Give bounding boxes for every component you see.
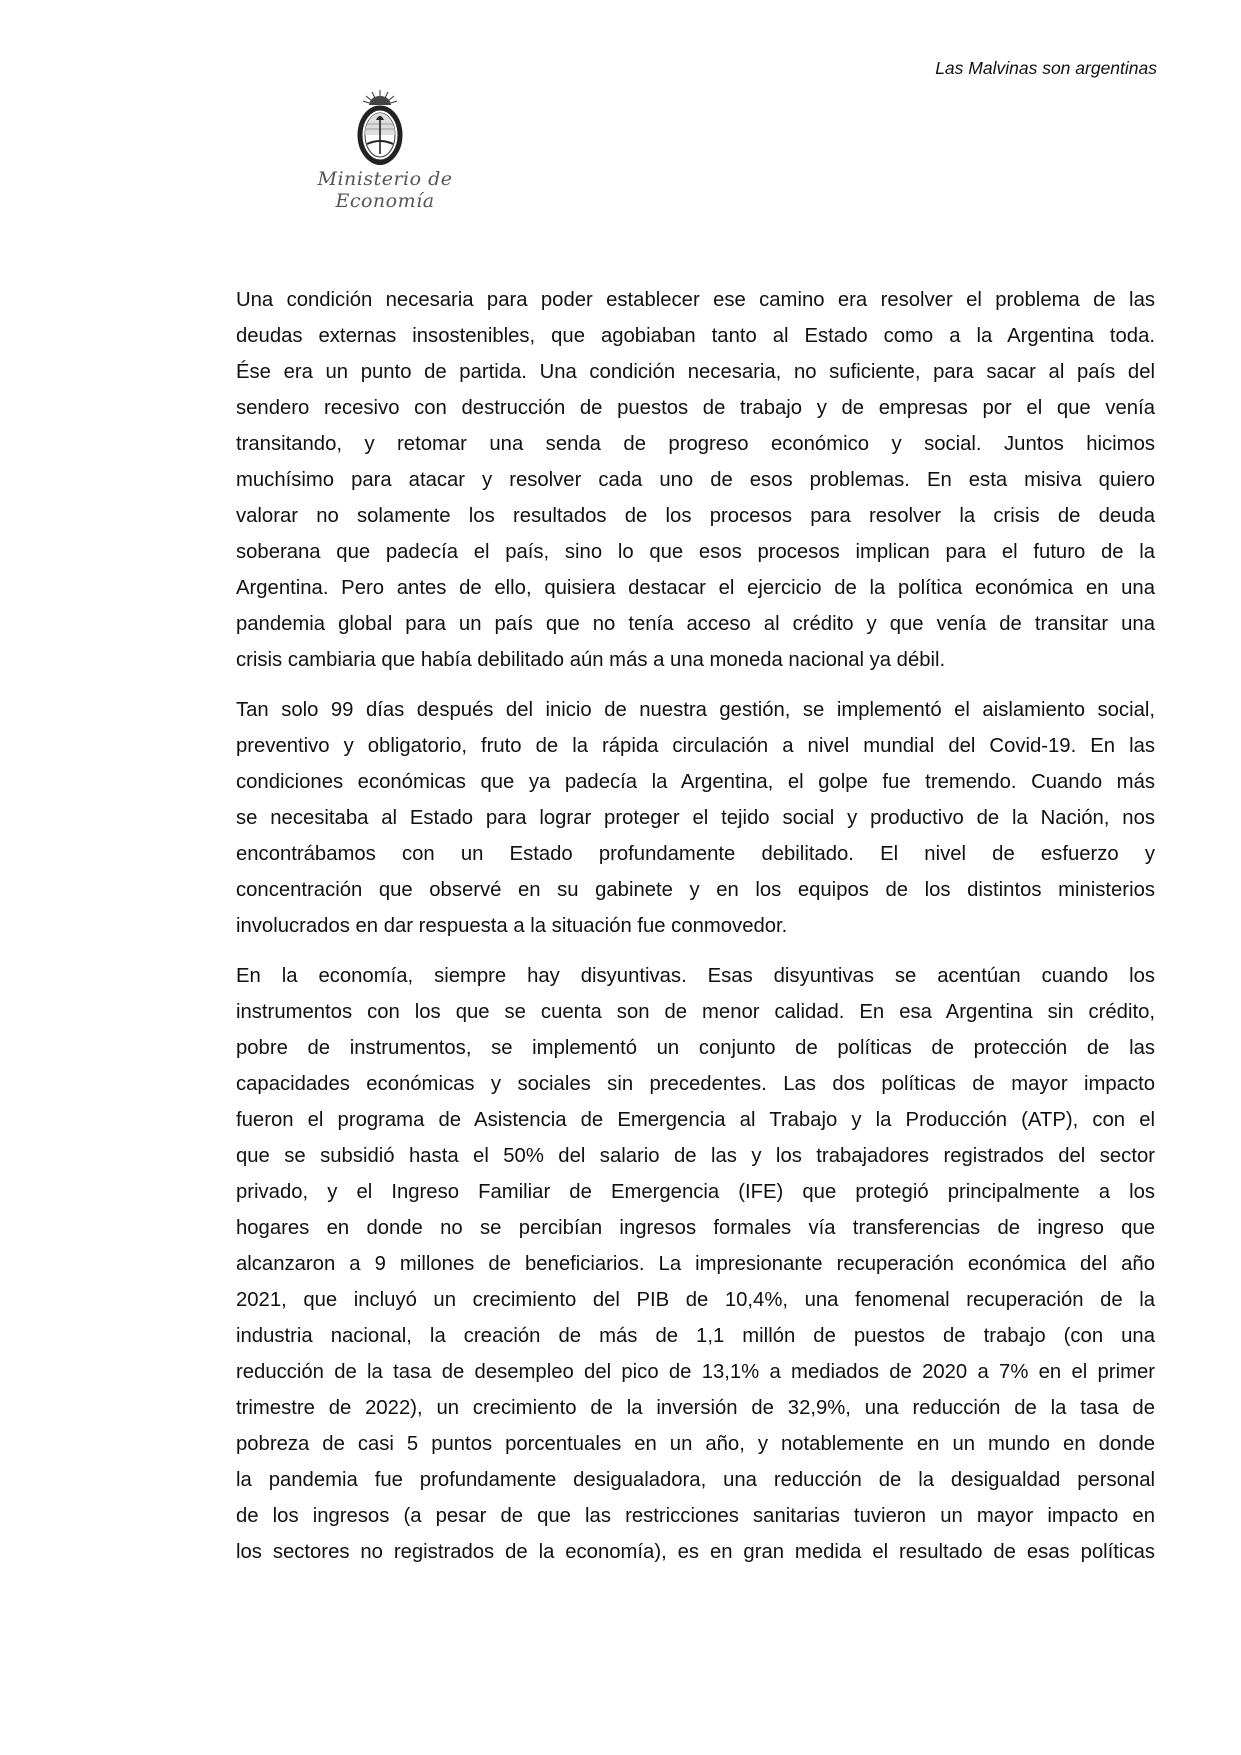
paragraph [236, 282, 1155, 678]
paragraph [236, 692, 1155, 944]
ministry-name: Ministerio de Economía [317, 168, 453, 212]
text-line: crisis cambiaria que había debilitado aún más a una moneda nacional ya débil. [236, 649, 946, 671]
text-line: se necesitaba al Estado para lograr proteger el tejido social y productivo de la Nación, nos [236, 807, 1155, 829]
text-line: deudas externas insostenibles, que agobiaban tanto al Estado como a la Argentina toda. [236, 325, 1155, 347]
text-line: 2021, que incluyó un crecimiento del PIB de 10,4%, una fenomenal recuperación de la [236, 1289, 1155, 1311]
letter-body [236, 282, 1155, 1584]
text-line: pobreza de casi 5 puntos porcentuales en un año, y notablemente en un mundo en donde [236, 1433, 1155, 1455]
text-line: involucrados en dar respuesta a la situación fue conmovedor. [236, 915, 788, 937]
text-line: condiciones económicas que ya padecía la Argentina, el golpe fue tremendo. Cuando más [236, 771, 1155, 793]
text-line: muchísimo para atacar y resolver cada uno de esos problemas. En esta misiva quiero [236, 469, 1155, 491]
text-line: que se subsidió hasta el 50% del salario de las y los trabajadores registrados del sector [236, 1145, 1155, 1167]
paragraph [236, 958, 1155, 1570]
text-line: En la economía, siempre hay disyuntivas. Esas disyuntivas se acentúan cuando los [236, 965, 1155, 987]
text-line: valorar no solamente los resultados de los procesos para resolver la crisis de deuda [236, 505, 1155, 527]
text-line: la pandemia fue profundamente desigualadora, una reducción de la desigualdad personal [236, 1469, 1155, 1491]
text-line: encontrábamos con un Estado profundamente debilitado. El nivel de esfuerzo y [236, 843, 1155, 865]
text-line: pandemia global para un país que no tenía acceso al crédito y que venía de transitar una [236, 613, 1155, 635]
text-line: fueron el programa de Asistencia de Emergencia al Trabajo y la Producción (ATP), con el [236, 1109, 1155, 1131]
running-header: Las Malvinas son argentinas [935, 58, 1157, 78]
ministry-logo [270, 88, 500, 212]
text-line: privado, y el Ingreso Familiar de Emergencia (IFE) que protegió principalmente a los [236, 1181, 1155, 1203]
text-line: Una condición necesaria para poder establecer ese camino era resolver el problema de las [236, 289, 1155, 311]
text-line: industria nacional, la creación de más de 1,1 millón de puestos de trabajo (con una [236, 1325, 1155, 1347]
text-line: los sectores no registrados de la economía), es en gran medida el resultado de esas políticas [236, 1541, 1155, 1563]
text-line: Ése era un punto de partida. Una condición necesaria, no suficiente, para sacar al país del [236, 361, 1155, 383]
text-line: Argentina. Pero antes de ello, quisiera destacar el ejercicio de la política económica en una [236, 577, 1155, 599]
text-line: alcanzaron a 9 millones de beneficiarios. La impresionante recuperación económica del año [236, 1253, 1155, 1275]
text-line: sendero recesivo con destrucción de puestos de trabajo y de empresas por el que venía [236, 397, 1155, 419]
text-line: preventivo y obligatorio, fruto de la rápida circulación a nivel mundial del Covid-19. En las [236, 735, 1155, 757]
text-line: hogares en donde no se percibían ingresos formales vía transferencias de ingreso que [236, 1217, 1155, 1239]
text-line: capacidades económicas y sociales sin precedentes. Las dos políticas de mayor impacto [236, 1073, 1155, 1095]
text-line: concentración que observé en su gabinete y en los equipos de los distintos ministerios [236, 879, 1155, 901]
text-line: trimestre de 2022), un crecimiento de la inversión de 32,9%, una reducción de la tasa de [236, 1397, 1155, 1419]
text-line: pobre de instrumentos, se implementó un conjunto de políticas de protección de las [236, 1037, 1155, 1059]
text-line: instrumentos con los que se cuenta son de menor calidad. En esa Argentina sin crédito, [236, 1001, 1155, 1023]
coat-of-arms-icon [353, 88, 407, 168]
text-line: soberana que padecía el país, sino lo que esos procesos implican para el futuro de la [236, 541, 1155, 563]
text-line: transitando, y retomar una senda de progreso económico y social. Juntos hicimos [236, 433, 1155, 455]
text-line: de los ingresos (a pesar de que las restricciones sanitarias tuvieron un mayor impacto en [236, 1505, 1155, 1527]
text-line: Tan solo 99 días después del inicio de nuestra gestión, se implementó el aislamiento social, [236, 699, 1155, 721]
text-line: reducción de la tasa de desempleo del pico de 13,1% a mediados de 2020 a 7% en el primer [236, 1361, 1155, 1383]
